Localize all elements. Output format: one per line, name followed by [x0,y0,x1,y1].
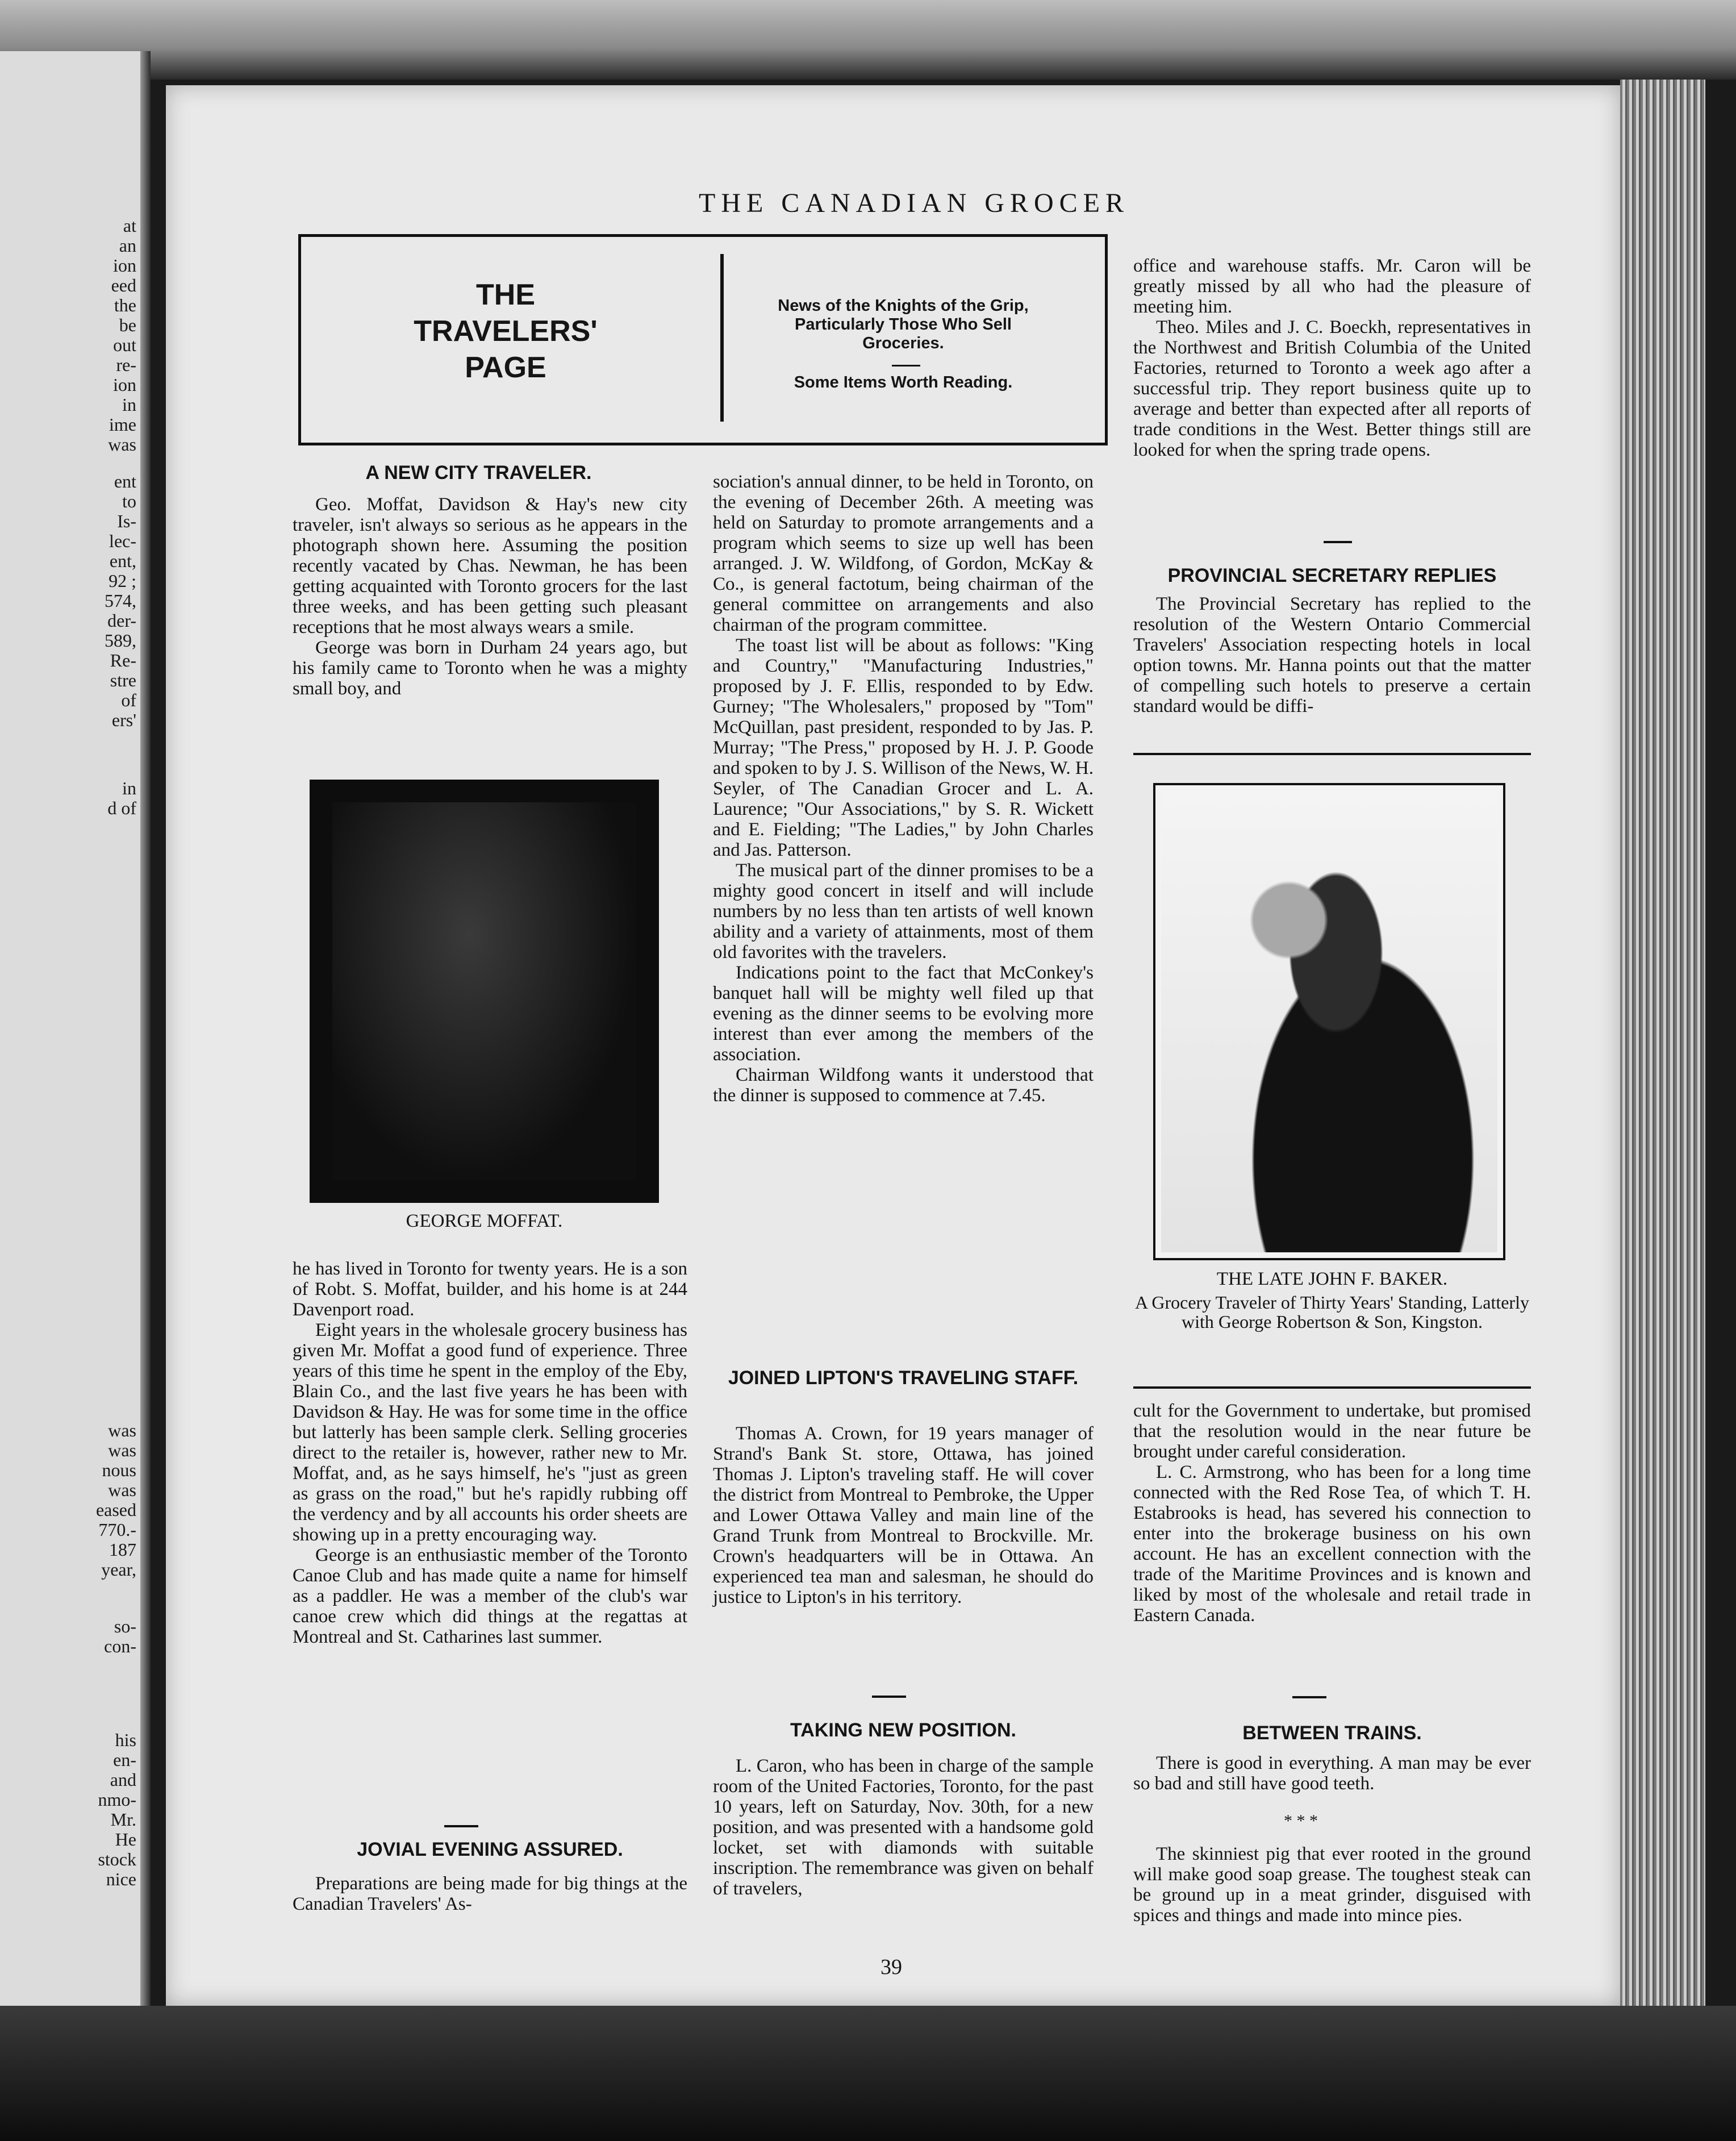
left-page-fragment: ers' [111,710,136,730]
heading-joined-liptons: JOINED LIPTON'S TRAVELING STAFF. [728,1367,1079,1389]
left-page-fragment: so- [114,1616,136,1636]
paragraph: Chairman Wildfong wants it understood that the dinner is supposed to commence at 7.45. [713,1065,1094,1106]
article-between-trains-2 [1133,1844,1531,1926]
masthead-title-line: THE [476,278,535,311]
left-page-fragment: year, [101,1559,136,1580]
section-rule [1133,1386,1531,1389]
gutter [140,51,151,2006]
masthead-title [381,277,631,386]
article-provincial-secretary [1133,594,1531,717]
left-page-fragment: in [122,394,136,415]
paragraph: sociation's annual dinner, to be held in Toronto, on the evening of December 26th. A meeting was held on Saturday to promote arrangements and a program which seems to size up well has been arranged. J. W. Wildfong, of Gordon, McKay & Co., is general factotum, being chairman of the general committee on arrangements and also chairman of the program committee. [713,472,1094,635]
photo-john-f-baker [1153,783,1505,1260]
masthead-divider [720,254,724,422]
paragraph: Theo. Miles and J. C. Boeckh, representatives in the Northwest and British Columbia of the United Factories, returned to Toronto a week ago after a successful trip. They report business quite up to average and better than expected after all reports of trade conditions in the West. Better things still are looked for when the spring trade opens. [1133,317,1531,460]
paragraph: Thomas A. Crown, for 19 years manager of Strand's Bank St. store, Ottawa, has joined Thomas J. Lipton's traveling staff. He will cover the district from Montreal to Pembroke, the Upper and Lower Ottawa Valley and main line of the Grand Trunk from Montreal to Brockville. Mr. Crown's headquarters will be in Ottawa. An experienced tea man and salesman, he should do justice to Lipton's in his territory. [713,1423,1094,1607]
heading-taking-new-position: TAKING NEW POSITION. [790,1719,1016,1741]
paragraph: The Provincial Secretary has replied to the resolution of the Western Ontario Commercial Travelers' Association respecting hotels in local option towns. Mr. Hanna points out that the matter of compelling such hotels to preserve a certain standard would be diffi- [1133,594,1531,717]
left-page-fragment: 574, [105,590,136,611]
article-taking-new-position [713,1756,1094,1899]
paragraph: George is an enthusiastic member of the Toronto Canoe Club and has made quite a name for himself as a paddler. He was a member of the club's war canoe crew which did things at the regattas at Montreal and St. Catharines last summer. [293,1545,687,1647]
left-page-fragment: nous [102,1460,136,1480]
paragraph: The toast list will be about as follows: "King and Country," "Manufacturing Industries," proposed by J. F. Ellis, responded to by Edw. Gurney; "The Wholesalers," proposed by "Tom" McQuillan, past president, responded to by Jas. P. Murray; "The Press," proposed by H. J. P. Goode and spoken to by J. S. Willison of the News, W. H. Seyler, of The Canadian Grocer and L. A. Laurence; "Our Associations," by S. R. Wickett and E. Fielding; "The Ladies," by John Charles and Jas. Patterson. [713,635,1094,860]
caption-george-moffat: GEORGE MOFFAT. [406,1211,563,1231]
page-number: 39 [880,1955,902,1979]
running-header: THE CANADIAN GROCER [699,188,1129,218]
paragraph: The musical part of the dinner promises to be a mighty good concert in itself and will include numbers by no less than ten artists of well known ability and a variety of attainments, most of them old favorites with the travelers. [713,860,1094,963]
paragraph: office and warehouse staffs. Mr. Caron will be greatly missed by all who had the pleasure of meeting him. [1133,256,1531,317]
masthead-news: News of the Knights of the Grip, Particularly Those Who Sell Groceries. [778,297,1029,352]
scan-bottom-shadow [0,2006,1736,2141]
section-divider [1324,541,1352,543]
paragraph: George was born in Durham 24 years ago, but his family came to Toronto when he was a mighty small boy, and [293,638,687,699]
paragraph: Eight years in the wholesale grocery business has given Mr. Moffat a good fund of experience. Three years of this time he spent in the employ of the Eby, Blain Co., and the last five years he has been with Davidson & Hay. He was for some time in the office but latterly has been sample clerk. Selling groceries direct to the retailer is, however, rather new to Mr. Moffat, and, as he says himself, he's "just as green as grass on the road," but he's rapidly rubbing off the verdency and by all accounts his order sheets are showing up in a pretty encouraging way. [293,1320,687,1545]
paragraph: The skinniest pig that ever rooted in the ground will make good soap grease. The toughest steak can be ground up in a meat grinder, disguised with spices and things and made into mince pies. [1133,1844,1531,1926]
left-page-fragment: was [108,1480,136,1500]
paragraph: Preparations are being made for big things at the Canadian Travelers' As- [293,1873,687,1914]
section-rule [1133,753,1531,755]
paragraph: L. Caron, who has been in charge of the sample room of the United Factories, Toronto, for the past 10 years, left on Saturday, Nov. 30th, for a new position, and was presented with a handsome gold locket, set with diamonds with suitable inscription. The remembrance was given on behalf of travelers, [713,1756,1094,1899]
left-page-fragment: He [115,1829,136,1850]
left-page-fragment: ion [113,255,136,276]
left-page-fragment: lec- [109,531,136,551]
left-page-fragment: con- [104,1636,136,1656]
left-page-fragment: Mr. [110,1809,136,1830]
section-divider [444,1825,478,1827]
paragraph: cult for the Government to undertake, but promised that the resolution would in the near future be brought under careful consideration. [1133,1401,1531,1462]
asterism: * * * [1284,1811,1318,1830]
left-page-fragment: ent [114,471,136,491]
scan-top-shadow [0,0,1736,80]
masthead-items: Some Items Worth Reading. [794,373,1013,391]
left-page-fragment: re- [116,355,136,375]
left-page-fragment: stock [98,1849,136,1869]
left-page-fragment: stre [110,670,136,690]
article-jovial-evening-body [713,472,1094,1106]
left-page-fragment: der- [107,610,136,631]
paragraph: he has lived in Toronto for twenty years. He is a son of Robt. S. Moffat, builder, and his home is at 244 Davenport road. [293,1259,687,1320]
article-new-city-traveler-intro [293,494,687,699]
paragraph: There is good in everything. A man may be ever so bad and still have good teeth. [1133,1753,1531,1794]
photo-george-moffat [310,780,659,1203]
left-page-fragment: en- [113,1750,136,1770]
left-page-fragment: nmo- [98,1789,136,1810]
masthead-box [298,234,1108,445]
left-page-fragment: nice [106,1869,136,1889]
left-page-fragment: ion [113,374,136,395]
caption-john-f-baker-subtitle: A Grocery Traveler of Thirty Years' Standing, Latterly with George Robertson & Son, Kingston. [1135,1292,1529,1332]
left-page-fragment: out [113,335,136,355]
left-page-fragment: 187 [109,1539,136,1560]
heading-between-trains: BETWEEN TRAINS. [1242,1722,1422,1744]
left-page-fragment: was [108,1420,136,1440]
article-caron-continued [1133,256,1531,460]
left-page-fragment: and [110,1769,136,1790]
heading-jovial-evening: JOVIAL EVENING ASSURED. [357,1839,623,1860]
left-page-fragment: d of [107,798,136,818]
article-provincial-secretary-continued [1133,1401,1531,1626]
left-page-fragment: eased [95,1499,136,1520]
left-page-fragment: in [122,778,136,798]
heading-provincial-secretary: PROVINCIAL SECRETARY REPLIES [1167,565,1497,586]
paragraph: Indications point to the fact that McConkey's banquet hall will be mighty well filed up that evening as the dinner seems to be evolving more interest than ever among the members of the association. [713,963,1094,1065]
article-jovial-evening-start [293,1873,687,1914]
left-page-fragment: Is- [117,511,136,531]
section-divider [1292,1696,1326,1698]
left-page-fragment: be [119,315,136,335]
heading-new-city-traveler: A NEW CITY TRAVELER. [365,462,592,484]
left-page-edge [0,51,151,2006]
masthead-title-line: PAGE [465,351,546,384]
left-page-fragment: to [122,491,136,511]
paragraph: L. C. Armstrong, who has been for a long time connected with the Red Rose Tea, of which T. H. Estabrooks is head, has severed his connection to enter into the brokerage business on his own account. He has an excellent connection with the trade of the Maritime Provinces and is known and liked by most of the wholesale and retail trade in Eastern Canada. [1133,1462,1531,1626]
photo-image [1161,791,1497,1252]
paragraph: Geo. Moffat, Davidson & Hay's new city traveler, isn't always so serious as he appears in the photograph shown here. Assuming the position recently vacated by Chas. Newman, he has been getting acquainted with Toronto grocers for the last three weeks, and has been getting such pleasant receptions that he most always wears a smile. [293,494,687,638]
left-page-fragment: Re- [110,650,136,670]
left-page-fragment: was [108,1440,136,1460]
left-page-fragment: 92 ; [108,570,136,591]
masthead-dash [892,365,920,366]
left-page-fragment: 770.- [98,1519,136,1540]
photo-image [332,802,636,1180]
left-page-fragment: ime [109,414,136,435]
masthead-title-line: TRAVELERS' [414,315,598,348]
article-between-trains [1133,1753,1531,1794]
article-new-city-traveler-body [293,1259,687,1647]
section-divider [872,1696,906,1698]
left-page-fragment: eed [111,275,136,295]
left-page-fragment: ent, [109,551,136,571]
left-page-fragment: was [108,434,136,455]
left-page-fragment: an [119,235,136,256]
left-page-fragment: at [123,215,136,236]
article-joined-liptons [713,1423,1094,1607]
page-edges [1620,80,1705,2011]
left-page-fragment: his [115,1730,136,1750]
caption-john-f-baker: THE LATE JOHN F. BAKER. [1216,1269,1448,1289]
left-page-fragment: 589, [105,630,136,651]
left-page-fragment: the [114,295,136,315]
left-page-fragment: of [121,690,136,710]
